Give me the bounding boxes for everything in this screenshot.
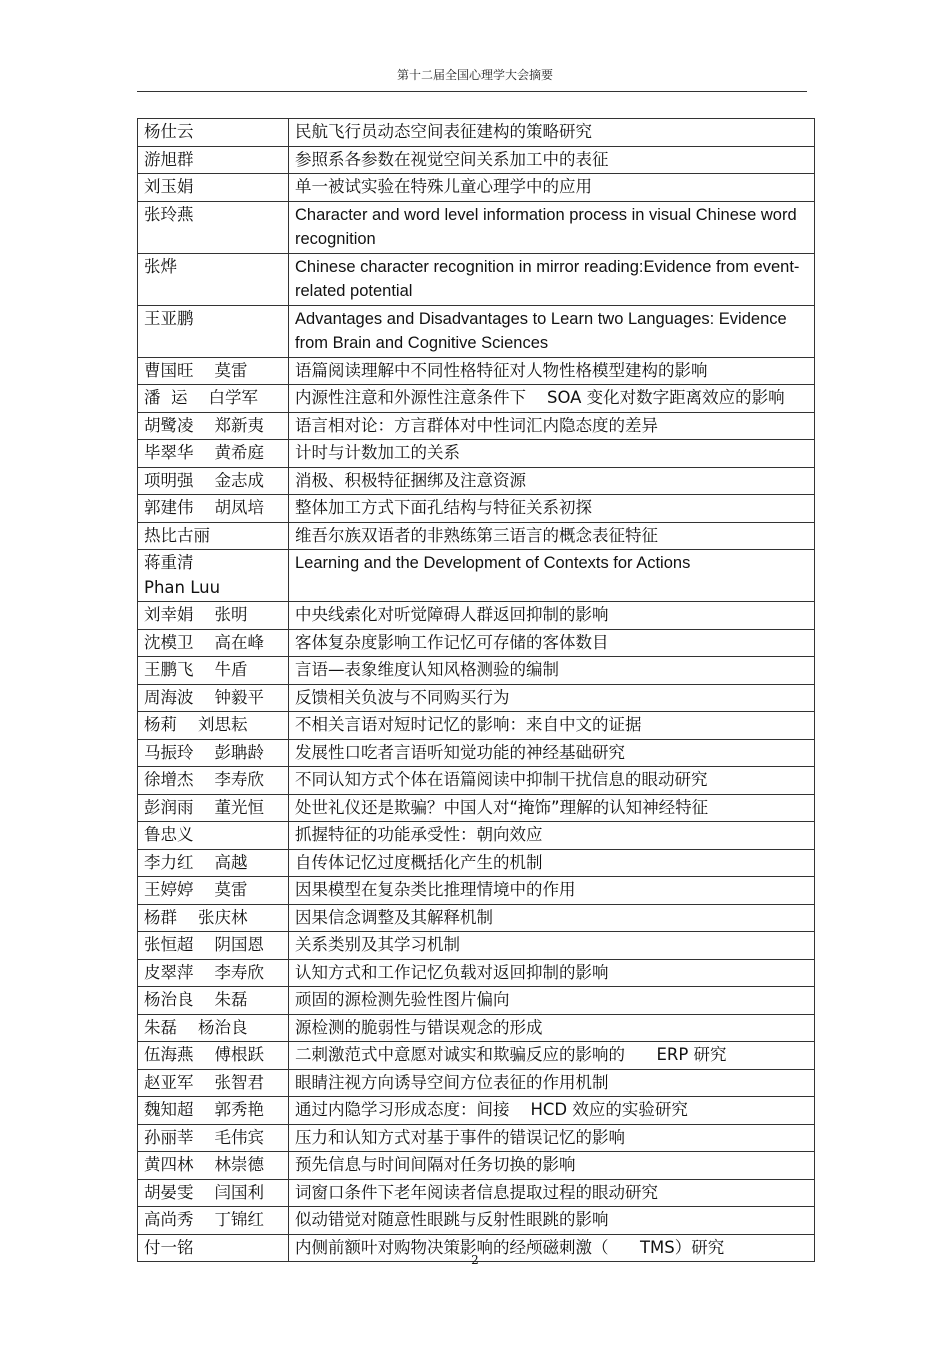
title-cell: 预先信息与时间间隔对任务切换的影响 bbox=[289, 1152, 815, 1180]
table-row bbox=[138, 877, 815, 905]
author-cell: 周海波 钟毅平 bbox=[138, 684, 289, 712]
author-cell: 刘玉娟 bbox=[138, 174, 289, 202]
title-cell: 言语—表象维度认知风格测验的编制 bbox=[289, 657, 815, 685]
author-cell: 魏知超 郭秀艳 bbox=[138, 1097, 289, 1125]
author-cell: 毕翠华 黄希庭 bbox=[138, 440, 289, 468]
title-cell: 中央线索化对听觉障碍人群返回抑制的影响 bbox=[289, 602, 815, 630]
author-cell: 热比古丽 bbox=[138, 522, 289, 550]
title-cell: Chinese character recognition in mirror reading:Evidence from event-related potential bbox=[289, 253, 815, 305]
author-cell: 胡鹭凌 郑新夷 bbox=[138, 412, 289, 440]
title-cell: 通过内隐学习形成态度：间接 HCD 效应的实验研究 bbox=[289, 1097, 815, 1125]
table-row bbox=[138, 684, 815, 712]
table-row bbox=[138, 987, 815, 1015]
author-cell: 李力红 高越 bbox=[138, 849, 289, 877]
title-cell: 因果信念调整及其解释机制 bbox=[289, 904, 815, 932]
title-cell: 整体加工方式下面孔结构与特征关系初探 bbox=[289, 495, 815, 523]
author-cell: 曹国旺 莫雷 bbox=[138, 357, 289, 385]
table-row bbox=[138, 822, 815, 850]
author-cell: 朱磊 杨治良 bbox=[138, 1014, 289, 1042]
author-cell: 张玲燕 bbox=[138, 201, 289, 253]
author-cell: 黄四林 林崇德 bbox=[138, 1152, 289, 1180]
author-cell: 沈模卫 高在峰 bbox=[138, 629, 289, 657]
author-cell: 胡晏雯 闫国利 bbox=[138, 1179, 289, 1207]
title-cell: 反馈相关负波与不同购买行为 bbox=[289, 684, 815, 712]
author-cell: 杨治良 朱磊 bbox=[138, 987, 289, 1015]
table-row bbox=[138, 932, 815, 960]
author-cell: 杨仕云 bbox=[138, 119, 289, 147]
table-row bbox=[138, 1042, 815, 1070]
author-cell: 彭润雨 董光恒 bbox=[138, 794, 289, 822]
title-cell: 顽固的源检测先验性图片偏向 bbox=[289, 987, 815, 1015]
title-cell: 不同认知方式个体在语篇阅读中抑制干扰信息的眼动研究 bbox=[289, 767, 815, 795]
table-row bbox=[138, 253, 815, 305]
table-row bbox=[138, 739, 815, 767]
title-cell: 抓握特征的功能承受性：朝向效应 bbox=[289, 822, 815, 850]
title-cell: 计时与计数加工的关系 bbox=[289, 440, 815, 468]
page-number: 2 bbox=[471, 1253, 479, 1267]
author-cell: 刘幸娟 张明 bbox=[138, 602, 289, 630]
author-cell: 王亚鹏 bbox=[138, 305, 289, 357]
table-row bbox=[138, 174, 815, 202]
author-cell: 王鹏飞 牛盾 bbox=[138, 657, 289, 685]
table-row bbox=[138, 1179, 815, 1207]
table-row bbox=[138, 1207, 815, 1235]
table-row bbox=[138, 522, 815, 550]
author-cell: 杨莉 刘思耘 bbox=[138, 712, 289, 740]
title-cell: 关系类别及其学习机制 bbox=[289, 932, 815, 960]
author-cell: 杨群 张庆林 bbox=[138, 904, 289, 932]
title-cell: Character and word level information process in visual Chinese word recognition bbox=[289, 201, 815, 253]
author-cell: 郭建伟 胡凤培 bbox=[138, 495, 289, 523]
table-row bbox=[138, 1014, 815, 1042]
author-cell: 马振玲 彭聃龄 bbox=[138, 739, 289, 767]
abstract-table bbox=[137, 118, 815, 1262]
table-row bbox=[138, 201, 815, 253]
title-cell: Learning and the Development of Contexts for Actions bbox=[289, 550, 815, 602]
table-row bbox=[138, 1152, 815, 1180]
author-cell: 张恒超 阴国恩 bbox=[138, 932, 289, 960]
title-cell: Advantages and Disadvantages to Learn two Languages: Evidence from Brain and Cognitive Sciences bbox=[289, 305, 815, 357]
title-cell: 词窗口条件下老年阅读者信息提取过程的眼动研究 bbox=[289, 1179, 815, 1207]
author-cell: 皮翠萍 李寿欣 bbox=[138, 959, 289, 987]
title-cell: 压力和认知方式对基于事件的错误记忆的影响 bbox=[289, 1124, 815, 1152]
title-cell: 参照系各参数在视觉空间关系加工中的表征 bbox=[289, 146, 815, 174]
title-cell: 眼睛注视方向诱导空间方位表征的作用机制 bbox=[289, 1069, 815, 1097]
table-row bbox=[138, 305, 815, 357]
author-cell: 蒋重清 Phan Luu bbox=[138, 550, 289, 602]
title-cell: 处世礼仪还是欺骗？中国人对“掩饰”理解的认知神经特征 bbox=[289, 794, 815, 822]
title-cell: 自传体记忆过度概括化产生的机制 bbox=[289, 849, 815, 877]
header-rule bbox=[137, 91, 807, 92]
title-cell: 民航飞行员动态空间表征建构的策略研究 bbox=[289, 119, 815, 147]
title-cell: 客体复杂度影响工作记忆可存储的客体数目 bbox=[289, 629, 815, 657]
table-row bbox=[138, 657, 815, 685]
table-row bbox=[138, 357, 815, 385]
running-header: 第十二届全国心理学大会摘要 bbox=[396, 68, 553, 82]
title-cell: 源检测的脆弱性与错误观念的形成 bbox=[289, 1014, 815, 1042]
title-cell: 内侧前额叶对购物决策影响的经颅磁刺激（ TMS）研究 bbox=[289, 1234, 815, 1262]
table-row bbox=[138, 712, 815, 740]
table-row bbox=[138, 1124, 815, 1152]
table-row bbox=[138, 385, 815, 413]
author-cell: 赵亚军 张智君 bbox=[138, 1069, 289, 1097]
author-cell: 王婷婷 莫雷 bbox=[138, 877, 289, 905]
table-row bbox=[138, 550, 815, 602]
author-cell: 潘 运 白学军 bbox=[138, 385, 289, 413]
author-cell: 游旭群 bbox=[138, 146, 289, 174]
title-cell: 认知方式和工作记忆负载对返回抑制的影响 bbox=[289, 959, 815, 987]
table-row bbox=[138, 146, 815, 174]
title-cell: 发展性口吃者言语听知觉功能的神经基础研究 bbox=[289, 739, 815, 767]
author-cell: 付一铭 bbox=[138, 1234, 289, 1262]
table-row bbox=[138, 495, 815, 523]
title-cell: 因果模型在复杂类比推理情境中的作用 bbox=[289, 877, 815, 905]
author-cell: 伍海燕 傅根跃 bbox=[138, 1042, 289, 1070]
author-cell: 徐增杰 李寿欣 bbox=[138, 767, 289, 795]
table-row bbox=[138, 1097, 815, 1125]
table-row bbox=[138, 467, 815, 495]
title-cell: 语言相对论：方言群体对中性词汇内隐态度的差异 bbox=[289, 412, 815, 440]
title-cell: 内源性注意和外源性注意条件下 SOA 变化对数字距离效应的影响 bbox=[289, 385, 815, 413]
table-row bbox=[138, 119, 815, 147]
author-cell: 鲁忠义 bbox=[138, 822, 289, 850]
title-cell: 似动错觉对随意性眼跳与反射性眼跳的影响 bbox=[289, 1207, 815, 1235]
table-row bbox=[138, 1069, 815, 1097]
table-row bbox=[138, 794, 815, 822]
author-cell: 高尚秀 丁锦红 bbox=[138, 1207, 289, 1235]
table-row bbox=[138, 767, 815, 795]
title-cell: 语篇阅读理解中不同性格特征对人物性格模型建构的影响 bbox=[289, 357, 815, 385]
table-row bbox=[138, 602, 815, 630]
table-row bbox=[138, 412, 815, 440]
table-row bbox=[138, 904, 815, 932]
title-cell: 维吾尔族双语者的非熟练第三语言的概念表征特征 bbox=[289, 522, 815, 550]
table-row bbox=[138, 629, 815, 657]
title-cell: 不相关言语对短时记忆的影响：来自中文的证据 bbox=[289, 712, 815, 740]
title-cell: 单一被试实验在特殊儿童心理学中的应用 bbox=[289, 174, 815, 202]
author-cell: 孙丽莘 毛伟宾 bbox=[138, 1124, 289, 1152]
author-cell: 张烨 bbox=[138, 253, 289, 305]
title-cell: 二刺激范式中意愿对诚实和欺骗反应的影响的 ERP 研究 bbox=[289, 1042, 815, 1070]
table-row bbox=[138, 849, 815, 877]
title-cell: 消极、积极特征捆绑及注意资源 bbox=[289, 467, 815, 495]
table-row bbox=[138, 440, 815, 468]
author-cell: 项明强 金志成 bbox=[138, 467, 289, 495]
table-row bbox=[138, 959, 815, 987]
